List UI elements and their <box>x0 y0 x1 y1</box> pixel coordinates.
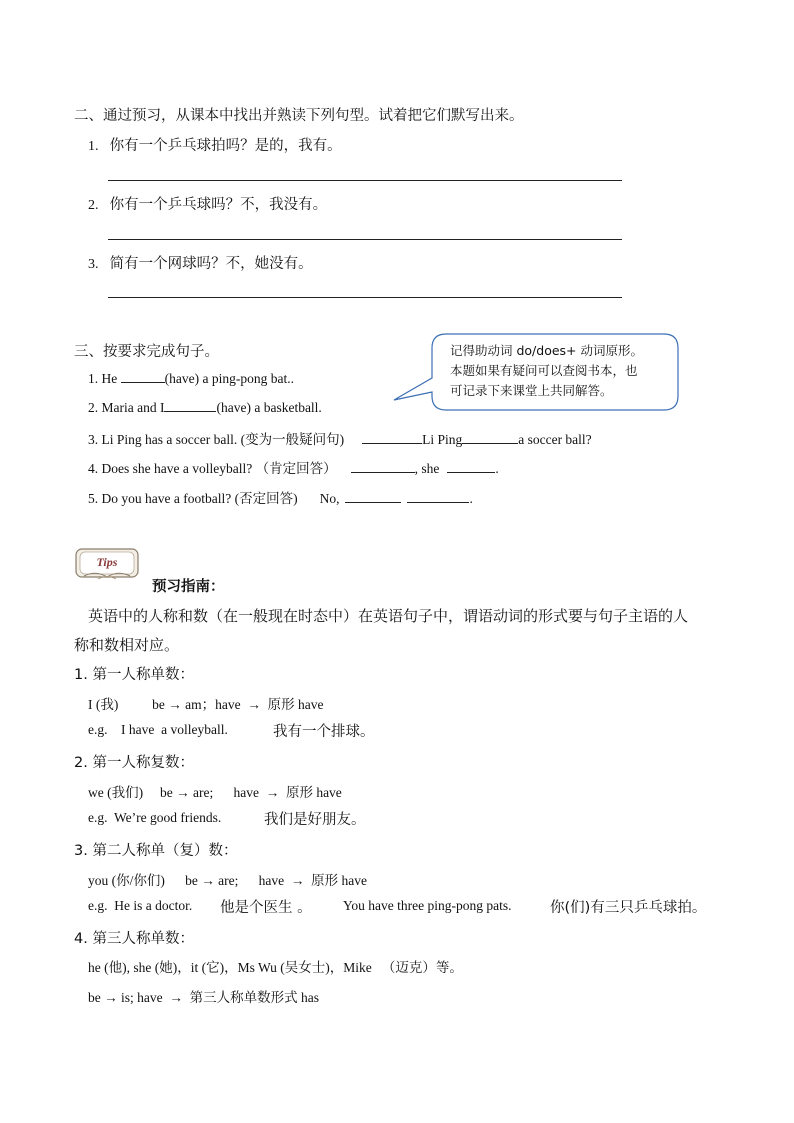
group-2-example: e.g. We’re good friends. <box>88 810 222 825</box>
exercise-text: a soccer ball? <box>518 432 592 447</box>
exercise-text: 3. Li Ping has a soccer ball. (变为一般疑问句) <box>88 432 345 447</box>
bubble-line: 本题如果有疑问可以查阅书本，也 <box>450 363 638 378</box>
group-4-rule2: be → is; have → 第三人称单数形式 has <box>88 990 319 1005</box>
fill-blank[interactable] <box>362 431 422 444</box>
exercise-text: (have) a ping-pong bat.. <box>164 371 294 386</box>
item-number: 3. <box>88 257 99 272</box>
item-text: 你有一个乒乓球吗？不，我没有。 <box>109 197 328 213</box>
group-3-translation: 他是个医生 。 <box>220 900 312 916</box>
group-3-heading: 3. 第二人称单（复）数： <box>74 843 238 859</box>
exercise-text: No, <box>319 491 340 506</box>
exercise-5 <box>88 487 473 507</box>
exercise-text: . <box>469 491 473 506</box>
exercise-1 <box>88 370 294 387</box>
tips-badge-icon <box>74 546 140 582</box>
section2-item-1 <box>88 134 342 155</box>
group-3-example: e.g. He is a doctor. <box>88 898 193 913</box>
speech-bubble-text <box>450 341 643 401</box>
answer-line-1[interactable] <box>108 180 622 181</box>
group-4-heading: 4. 第三人称单数： <box>74 931 194 947</box>
exercise-text: , she <box>414 461 440 476</box>
exercise-text: (have) a basketball. <box>216 400 322 415</box>
fill-blank[interactable] <box>164 399 216 412</box>
group-1-example: e.g. I have a volleyball. <box>88 722 228 737</box>
answer-line-2[interactable] <box>108 239 622 240</box>
exercise-4 <box>88 457 499 477</box>
item-number: 2. <box>88 198 99 213</box>
tips-badge-label: Tips <box>96 555 118 569</box>
fill-blank[interactable] <box>407 490 469 503</box>
section2-item-3 <box>88 252 313 273</box>
bubble-line: 记得助动词 do/does+ 动词原形。 <box>450 343 643 358</box>
group-3-example2: You have three ping-pong pats. <box>343 898 512 913</box>
group-1-rule: I (我) be → am；have → 原形 have <box>88 697 324 712</box>
group-1-translation: 我有一个排球。 <box>273 724 375 740</box>
group-3-translation2: 你(们)有三只乒乓球拍。 <box>550 900 707 916</box>
tips-intro-line1: 英语中的人称和数（在一般现在时态中）在英语句子中，谓语动词的形式要与句子主语的人 <box>88 607 689 625</box>
exercise-text: Li Ping <box>422 432 463 447</box>
exercise-text: . <box>495 461 499 476</box>
fill-blank[interactable] <box>462 431 518 444</box>
section3-title: 三、按要求完成句子。 <box>74 344 219 360</box>
tips-intro-line2: 称和数相对应。 <box>74 636 180 654</box>
item-text: 简有一个网球吗？不，她没有。 <box>109 256 313 272</box>
group-2-rule: we (我们) be → are; have → 原形 have <box>88 785 342 800</box>
fill-blank[interactable] <box>121 370 165 383</box>
bubble-line: 可记录下来课堂上共同解答。 <box>450 383 613 398</box>
section2-title: 二、通过预习，从课本中找出并熟读下列句型。试着把它们默写出来。 <box>74 108 524 124</box>
exercise-text: 4. Does she have a volleyball? （肯定回答） <box>88 461 337 476</box>
exercise-text: 5. Do you have a football? (否定回答) <box>88 491 298 506</box>
exercise-2 <box>88 399 322 416</box>
fill-blank[interactable] <box>351 460 415 473</box>
tips-heading: 预习指南： <box>152 579 225 595</box>
item-number: 1. <box>88 139 99 154</box>
answer-line-3[interactable] <box>108 297 622 298</box>
fill-blank[interactable] <box>447 460 495 473</box>
exercise-text: 1. He <box>88 371 121 386</box>
group-1-heading: 1. 第一人称单数： <box>74 667 194 683</box>
fill-blank[interactable] <box>345 490 401 503</box>
group-2-translation: 我们是好朋友。 <box>264 812 366 828</box>
exercise-3 <box>88 428 592 448</box>
group-2-heading: 2. 第一人称复数： <box>74 755 194 771</box>
section2-item-2 <box>88 193 327 214</box>
item-text: 你有一个乒乓球拍吗？是的，我有。 <box>109 138 342 154</box>
exercise-text: 2. Maria and I <box>88 400 165 415</box>
group-3-rule: you (你/你们) be → are; have → 原形 have <box>88 873 367 888</box>
group-4-rule: he (他), she (她)，it (它)，Ms Wu (吴女士)，Mike （迈克）等。 <box>88 960 463 975</box>
